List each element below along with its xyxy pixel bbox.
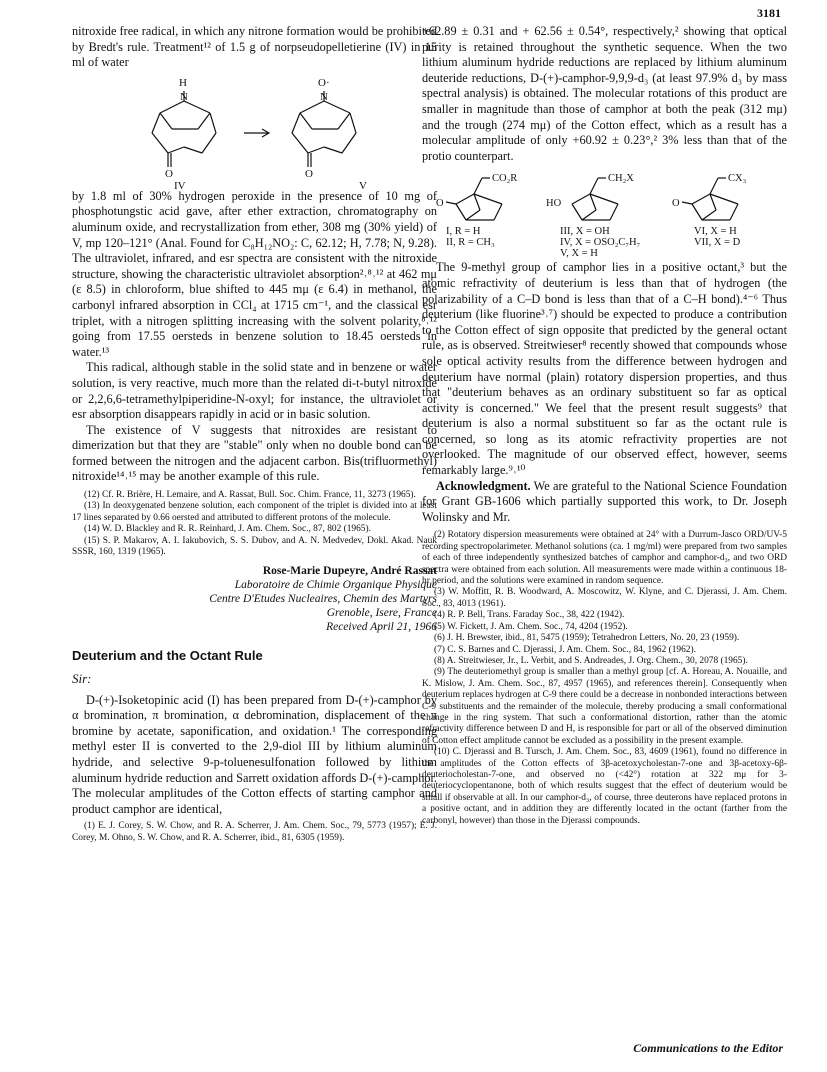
footnote-15: (15) S. P. Makarov, A. I. Iakubovich, S. S. Dubov, and A. N. Medvedev, Dokl. Akad. Nauk SSSR, 160, 1319 (1965).: [72, 535, 437, 558]
authors: Rose-Marie Dupeyre, André Rassat: [262, 564, 437, 577]
acknowledgment-text: We are grateful to the National Science Foundation for Grant GB-1606 which partially supported this work, to Dr. Joseph Wolinsky and Mr.: [422, 478, 787, 524]
label-ch2x: CH₂X: [608, 173, 634, 185]
label-n-iv: N: [180, 90, 188, 103]
preparation-paragraph: by 1.8 ml of 30% hydrogen peroxide in the presence of 10 mg of phosphotungstic acid gave, after ether extraction, chromatography on aluminum oxide, and recrystallization from ether, 308 mg (30% yield) of V, mp 120–121° (Anal. Found for C₈H₁₂NO₂: C, 62.12; H, 7.78; N, 9.28). The ultraviolet, infrared, and esr spectra are consistent with the nitroxide structure, showing the characteristic ultraviolet absorption²˒⁸˒¹² at 462 mμ (ε 8.5) in chloroform, blue shifted to 445 mμ (ε 6.4) in methanol, the carbonyl infrared absorption in CCl₄ at 1715 cm⁻¹, and the classical esr triplet, with a nitrogen splitting increasing with the solvent polarity,⁸˒¹² going from 17.55 oersteds in benzene solution to 18.45 oersteds in water.¹³: [72, 188, 437, 359]
nitroxide-reaction-diagram: [72, 71, 437, 189]
journal-footer: Communications to the Editor: [633, 1041, 783, 1055]
footnote-2: (2) Rotatory dispersion measurements were obtained at 24° with a Durrum-Jasco ORD/UV-5 recording spectropolarimeter. Methanol solutions (ca. 1 mg/ml) were prepared from two samples of each of three independently synthesized batches of camphor and camphor-d₃, and two ORD spectra were obtained from each solution. All measurements were made within a continuous 18-hr period, and the solutions were examined in random sequence.: [422, 530, 787, 587]
salutation: Sir:: [72, 671, 92, 687]
signature: [72, 564, 437, 634]
footnote-9: (9) The deuteriomethyl group is smaller than a methyl group [cf. A. Horeau, A. Nouaille, and K. Mislow, J. Am. Chem. Soc., 87, 4957 (1965), and references therein]. Consequently when deuterium replaces hydrogen at C-9 there could be a decrease in nonbonded interactions between C-9 substituents and the remainder of the molecule, thereby producing a small conformational change in the ring system. That such a conformational distortion, rather than the atomic refractivity difference between D and H, is responsible for part or all of the observed diminution of Cotton effect amplitude cannot be excluded as a possibility in the present example.: [422, 667, 787, 746]
footnotes-left-2: [72, 821, 437, 844]
compound-iii: III, X = OH: [560, 226, 610, 238]
lab: Laboratoire de Chimie Organique Physique: [234, 578, 437, 591]
intro-paragraph: nitroxide free radical, in which any nitrone formation would be prohibited by Bredt's rule. Treatment¹² of 1.5 g of norpseudopelletierine (IV) in 15 ml of water: [72, 24, 437, 70]
footnotes-right: [422, 530, 787, 827]
compound-iv: IV, X = OSO₂C₇H₇: [560, 237, 641, 249]
camphor-derivatives-diagram: [422, 164, 787, 260]
right-column: [422, 24, 787, 827]
label-h: H: [179, 76, 187, 89]
centre: Centre D'Etudes Nucleaires, Chemin des Martyrs: [209, 592, 437, 605]
footnote-5: (5) W. Fickett, J. Am. Chem. Soc., 74, 4204 (1952).: [434, 621, 628, 632]
footnote-7: (7) C. S. Barnes and C. Djerassi, J. Am. Chem. Soc., 84, 1962 (1962).: [434, 644, 696, 655]
octant-paragraph: D-(+)-Isoketopinic acid (I) has been prepared from D-(+)-camphor by α bromination, π bromination, α debromination, displacement of the π bromine by acetate, saponification, and oxidation.¹ The corresponding methyl ester II is converted to the 2,9-diol III by lithium aluminum hydride, and selective 9-p-toluenesulfonation followed by lithium aluminum hydride reduction and Sarrett oxidation affords D-(+)-camphor. The molecular amplitudes of the Cotton effects of starting camphor and product camphor are identical,: [72, 692, 437, 816]
footnote-6: (6) J. H. Brewster, ibid., 81, 5475 (1959); Tetrahedron Letters, No. 20, 23 (1959).: [434, 633, 740, 644]
city: Grenoble, Isere, France: [326, 606, 437, 619]
label-o-iv: O: [165, 167, 173, 180]
footnote-13: (13) In deoxygenated benzene solution, each component of the triplet is divided into at least 17 lines separated by 0.66 oersted and attributed to different protons of the molecule.: [72, 501, 437, 523]
compound-v: V, X = H: [560, 248, 598, 260]
compound-i: I, R = H: [446, 226, 481, 238]
section-title: Deuterium and the Octant Rule: [72, 647, 263, 663]
label-co2r: CO₂R: [492, 173, 518, 185]
label-cx3: CX₃: [728, 173, 747, 185]
footnote-14: (14) W. D. Blackley and R. R. Reinhard, J. Am. Chem. Soc., 87, 802 (1965).: [84, 524, 371, 535]
compound-ii: II, R = CH₃: [446, 237, 495, 249]
footnote-3: (3) W. Moffitt, R. B. Woodward, A. Moscowitz, W. Klyne, and C. Djerassi, J. Am. Chem. Soc., 83, 4013 (1961).: [422, 587, 787, 609]
label-o-radical: O·: [318, 76, 330, 89]
footnotes-left: [72, 490, 437, 558]
camphor-structures: [422, 164, 787, 260]
left-column: [72, 24, 437, 844]
footnote-8: (8) A. Streitwieser, Jr., L. Verbit, and S. Andreades, J. Org. Chem., 30, 2078 (1965).: [434, 655, 748, 666]
label-o-v: O: [305, 167, 313, 180]
existence-paragraph: The existence of V suggests that nitroxides are resistant to dimerization but that they are "stable" only when no double bond can be formed between the nitrogen and the adjacent carbon. Bis(trifluormethyl) nitroxide¹⁴˒¹⁵ may be another example of this rule.: [72, 422, 437, 484]
nitroxide-structures: [72, 71, 437, 189]
footnote-4: (4) R. P. Bell, Trans. Faraday Soc., 38, 422 (1942).: [434, 610, 625, 621]
label-ho: HO: [546, 198, 562, 210]
compound-vi: VI, X = H: [694, 226, 737, 238]
label-o-1: O: [436, 198, 444, 210]
continuation-paragraph: +62.89 ± 0.31 and + 62.56 ± 0.54°, respectively,² showing that optical purity is retained throughout the synthetic sequence. When the two lithium aluminum hydride reductions are replaced by lithium aluminum deuteride reductions, D-(+)-camphor-9,9,9-d₃ (at least 97.9% d₃ by mass spectral analysis) is obtained. The molecular rotations of this product are smaller in magnitude than those of camphor at both the peak (312 mμ) and the trough (274 mμ) of the Cotton effect, which as a result has a molecular amplitude of only +60.92 ± 0.23°,² 3% less than that of the protio counterpart.: [422, 24, 787, 163]
acknowledgment-label: Acknowledgment.: [436, 478, 531, 493]
footnote-1: (1) E. J. Corey, S. W. Chow, and R. A. Scherrer, J. Am. Chem. Soc., 79, 5773 (1957); E. J. Corey, M. Ohno, S. W. Chow, and R. A. Scherrer, ibid., 81, 6305 (1959).: [72, 821, 437, 843]
compound-vii: VII, X = D: [694, 237, 741, 249]
radical-paragraph: This radical, although stable in the solid state and in benzene or water solution, is very reactive, much more than the related di-t-butyl nitroxide or 2,2,6,6-tetramethylpiperidine-N-oxyl; for instance, the ultraviolet or esr absorption disappears rapidly in acid or in basic solution.: [72, 360, 437, 422]
footnote-10: (10) C. Djerassi and B. Tursch, J. Am. Chem. Soc., 83, 4609 (1961), found no difference in the amplitudes of the Cotton effects of 3β-acetoxycholestan-7-one and 3β-acetoxy-6β-deuteriocholestan-7-one, and observed no (<42°) rotation at 322 mμ for 3-deuteriocyclopentanone, both of which results suggest that the effect of deuterium would be small if observable at all. In our camphor-d₃, of course, three deuterons have replaced protons in a positive octant, and in addition they are differently located in the octant (farther from the carbonyl, however) than those in the Djerassi compounds.: [422, 747, 787, 826]
label-iv: IV: [174, 179, 186, 189]
label-v: V: [359, 179, 367, 189]
methyl-paragraph: The 9-methyl group of camphor lies in a positive octant,³ but the atomic refractivity of deuterium is less than that of hydrogen (the polarizability of a C–D bond is less than that of a C–H bond).⁴⁻⁶ Thus deuterium (like fluorine³˒⁷) should be expected to produce a contribution to the Cotton effect of sign opposite that predicted by the general octant rule, as is observed. Streitwieser⁸ recently showed that compounds whose sole optical activity results from the difference between hydrogen and deuterium have normal (plain) rotatory dispersion properties, and thus that "deuterium behaves as an ordinary substituent so far as optical activity is concerned." We feel that the present result suggests⁹ that deuterium is also a normal substituent so far as the octant rule is concerned, so long as its atomic refractivity properties are not overlooked. The magnitude of our observed effect, however, seems remarkably large.⁹˒¹⁰: [422, 260, 787, 478]
label-o-3: O: [672, 198, 680, 210]
received-date: Received April 21, 1966: [326, 620, 437, 633]
label-n-v: N: [320, 90, 328, 103]
footnote-12: (12) Cf. R. Brière, H. Lemaire, and A. Rassat, Bull. Soc. Chim. France, 11, 3273 (1965).: [84, 490, 416, 501]
acknowledgment-paragraph: [422, 479, 787, 526]
page-number: 3181: [757, 6, 781, 20]
